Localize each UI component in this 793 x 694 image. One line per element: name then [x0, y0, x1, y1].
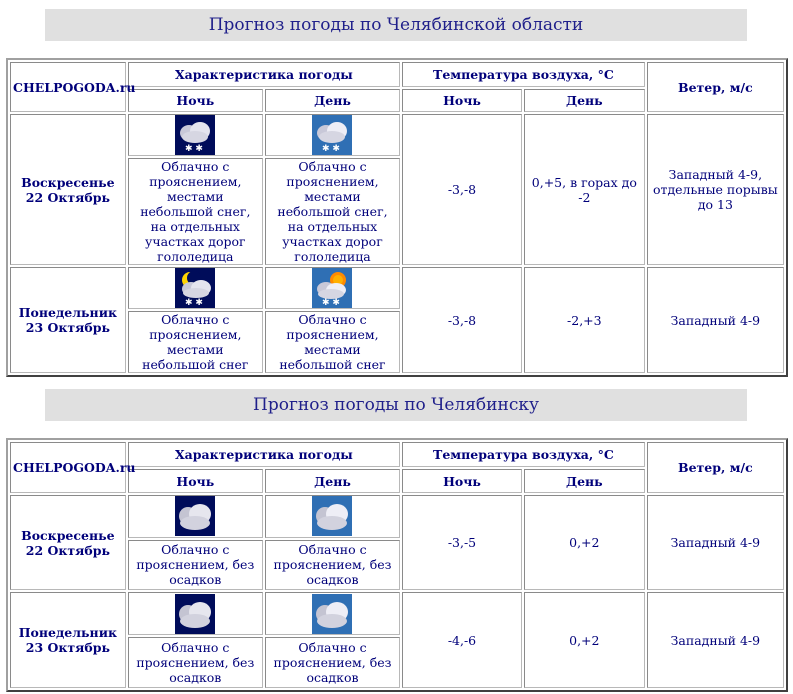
cloudy-night-icon	[175, 594, 215, 634]
cloudy-night-icon	[175, 496, 215, 536]
weekday: Понедельник	[18, 625, 117, 641]
header-temp-night: Ночь	[402, 89, 522, 112]
night-description: Облачно с прояснением, без осадков	[128, 540, 263, 591]
weekday: Воскресенье	[21, 174, 115, 190]
regional-forecast-title: Прогноз погоды по Челябинской области	[45, 9, 747, 41]
date: 22 Октябрь	[25, 189, 110, 205]
city-forecast-title: Прогноз погоды по Челябинску	[45, 389, 747, 421]
wind: Западный 4-9	[647, 495, 784, 591]
svg-text:✱ ✱: ✱ ✱	[322, 144, 341, 154]
header-char-day: День	[265, 89, 400, 112]
day-description: Облачно с прояснением, без осадков	[265, 540, 400, 591]
date: 22 Октябрь	[25, 542, 110, 558]
header-characteristic: Характеристика погоды	[128, 62, 400, 87]
temp-night: -4,-6	[402, 592, 522, 688]
day-cell	[10, 495, 126, 591]
regional-forecast-table	[6, 58, 788, 377]
header-characteristic: Характеристика погоды	[128, 442, 400, 467]
day-icon-cell	[265, 495, 400, 538]
day-description: Облачно с прояснением, местами небольшой снег, на отдельных участках дорог гололедица	[265, 158, 400, 265]
day-icon-cell	[265, 114, 400, 156]
night-icon-cell	[128, 114, 263, 156]
night-description: Облачно с прояснением, местами небольшой снег, на отдельных участках дорог гололедица	[128, 158, 263, 265]
weekday: Воскресенье	[21, 527, 115, 543]
moon-cloud-snow-icon	[175, 268, 215, 308]
header-temp-day: День	[524, 469, 645, 492]
temp-day: 0,+2	[524, 495, 645, 591]
temp-day: 0,+5, в горах до -2	[524, 114, 645, 265]
header-char-night: Ночь	[128, 469, 263, 492]
wind: Западный 4-9	[647, 267, 784, 373]
cloudy-day-snow-icon	[312, 115, 352, 155]
date: 23 Октябрь	[25, 320, 110, 335]
day-cell	[10, 114, 126, 265]
header-temp-day: День	[524, 89, 645, 112]
temp-day: 0,+2	[524, 592, 645, 688]
cloudy-day-icon	[312, 496, 352, 536]
sun-cloud-snow-icon	[312, 268, 352, 308]
header-temperature: Температура воздуха, °С	[402, 442, 645, 467]
temp-night: -3,-5	[402, 495, 522, 591]
svg-text:✱ ✱: ✱ ✱	[322, 298, 341, 308]
header-char-day: День	[265, 469, 400, 492]
temp-night: -3,-8	[402, 114, 522, 265]
day-cell	[10, 267, 126, 373]
night-description: Облачно с прояснением, местами небольшой снег	[128, 311, 263, 373]
header-wind: Ветер, м/с	[647, 62, 784, 112]
header-wind: Ветер, м/с	[647, 442, 784, 493]
svg-text:✱ ✱: ✱ ✱	[185, 298, 204, 308]
header-temperature: Температура воздуха, °С	[402, 62, 645, 87]
night-icon-cell	[128, 267, 263, 309]
night-description: Облачно с прояснением, без осадков	[128, 637, 263, 688]
day-description: Облачно с прояснением, без осадков	[265, 637, 400, 688]
wind: Западный 4-9	[647, 592, 784, 688]
weekday: Понедельник	[18, 305, 117, 320]
day-icon-cell	[265, 592, 400, 635]
day-cell	[10, 592, 126, 688]
day-icon-cell	[265, 267, 400, 309]
temp-night: -3,-8	[402, 267, 522, 373]
city-forecast-table	[6, 438, 788, 692]
night-icon-cell	[128, 495, 263, 538]
brand-label: CHELPOGODA.ru	[10, 62, 126, 112]
header-char-night: Ночь	[128, 89, 263, 112]
svg-text:✱ ✱: ✱ ✱	[185, 144, 204, 154]
night-icon-cell	[128, 592, 263, 635]
date: 23 Октябрь	[25, 640, 110, 656]
cloudy-night-snow-icon	[175, 115, 215, 155]
header-temp-night: Ночь	[402, 469, 522, 492]
day-description: Облачно с прояснением, местами небольшой снег	[265, 311, 400, 373]
cloudy-day-icon	[312, 594, 352, 634]
brand-label: CHELPOGODA.ru	[10, 442, 126, 493]
temp-day: -2,+3	[524, 267, 645, 373]
wind: Западный 4-9, отдельные порывы до 13	[647, 114, 784, 265]
